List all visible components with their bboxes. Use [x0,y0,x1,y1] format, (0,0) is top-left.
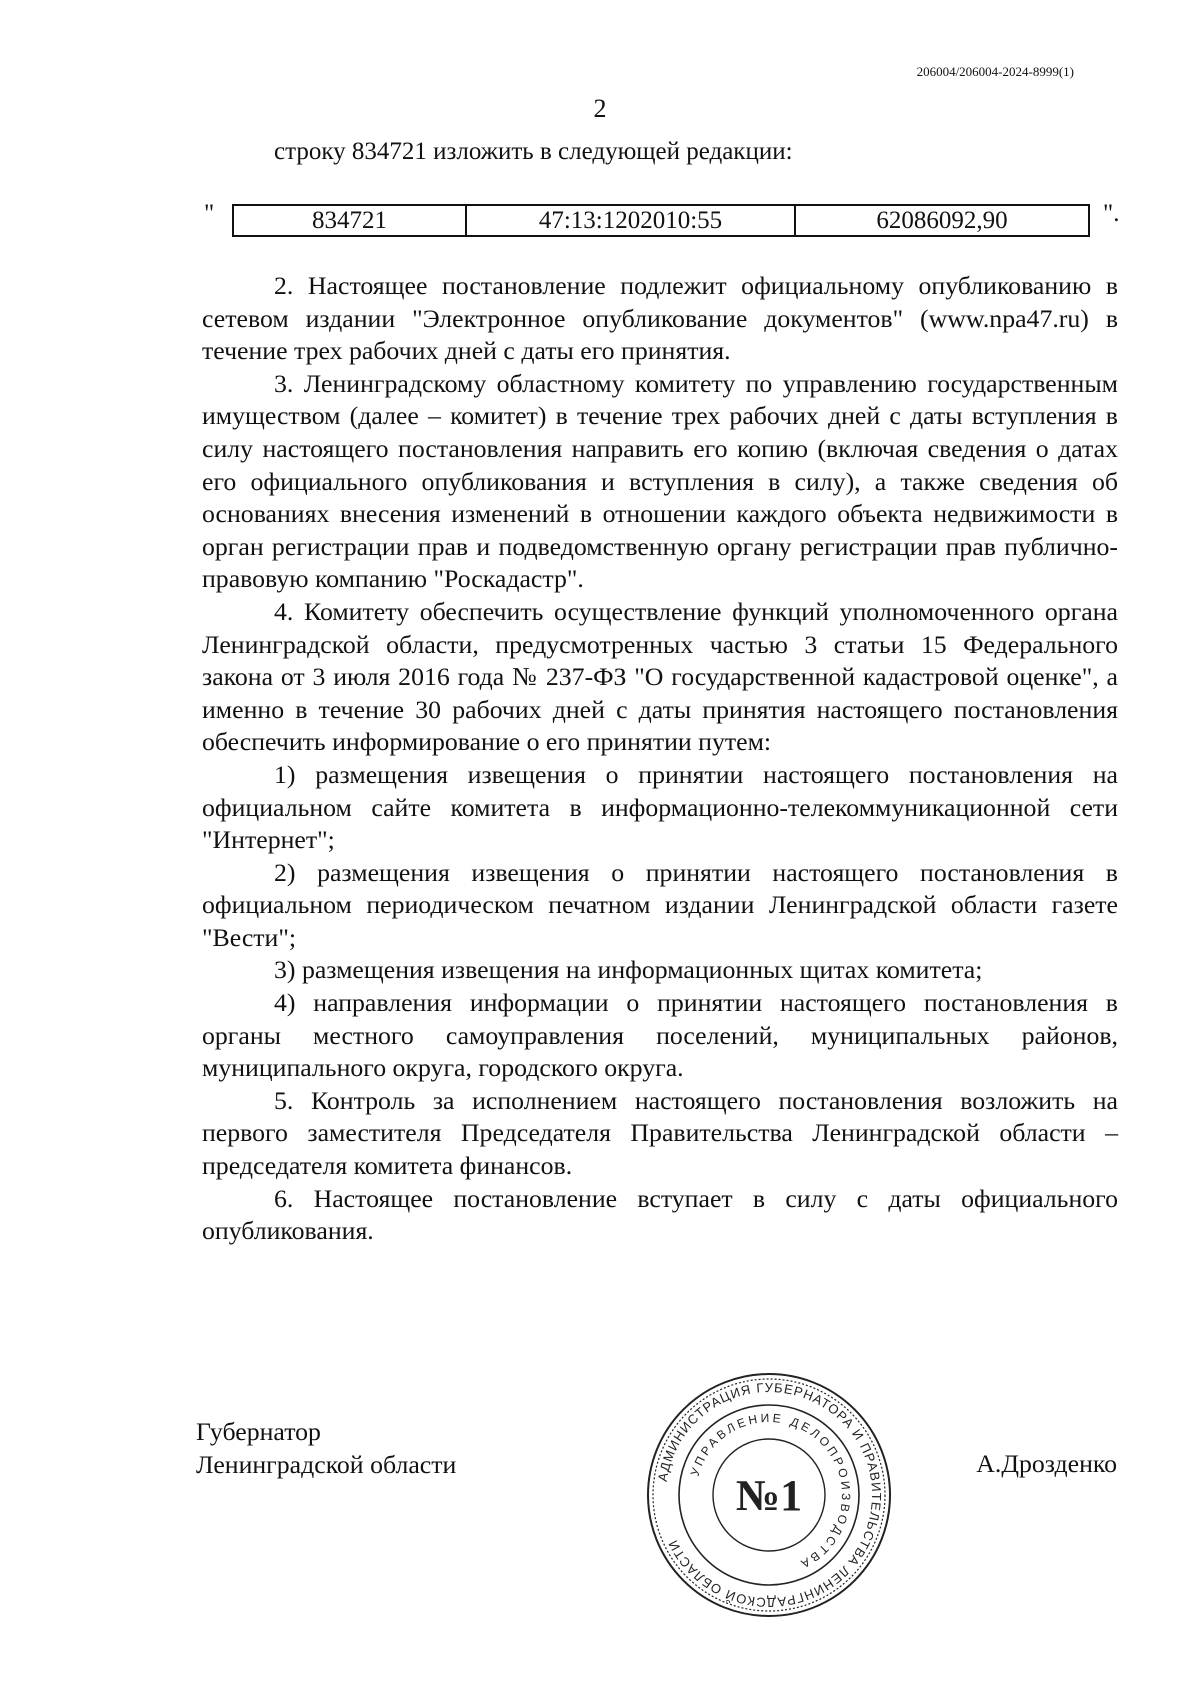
table-quote-close: ". [1103,200,1120,227]
paragraph-2: 2. Настоящее постановление подлежит официальному опубликованию в сетевом издании "Электронное опубликование документов" (www.npa47.ru) в течение трех рабочих дней с даты его принятия. [202,271,1118,366]
seal-inner-text: УПРАВЛЕНИЕ ДЕЛОПРОИЗВОДСТВА [687,1410,854,1573]
table-row [233,205,1089,236]
official-seal-stamp [644,1370,894,1620]
signatory-position [196,1416,456,1481]
paragraph-3: 3. Ленинградскому областному комитету по управлению государственным имуществом (далее – комитет) в течение трех рабочих дней с даты вступления в силу настоящего постановления направить его копию (включая сведения о датах его официального опубликования и вступления в силу), а также сведения об основаниях внесения изменений в отношении каждого объекта недвижимости в орган регистрации прав и подведомственную органу регистрации прав публично-правовую компанию "Роскадастр". [202,368,1118,594]
paragraph-6: 6. Настоящее постановление вступает в силу с даты официального опубликования. [202,1183,1118,1246]
page-number: 2 [593,94,607,123]
table-quote-open: " [204,200,215,227]
subparagraph-4: 4) направления информации о принятии настоящего постановления в органы местного самоуправления поселений, муниципальных районов, муниципального округа, городского округа. [202,988,1118,1083]
seal-outer-text: АДМИНИСТРАЦИЯ ГУБЕРНАТОРА И ПРАВИТЕЛЬСТВА ЛЕНИНГРАДСКОЙ ОБЛАСТИ [654,1379,885,1611]
seal-center-number: №1 [735,1471,803,1520]
subparagraph-2: 2) размещения извещения о принятии настоящего постановления в официальном периодическом печатном издании Ленинградской области газете "Вести"; [202,857,1118,952]
table-cell-row-number: 834721 [233,205,466,236]
paragraph-5: 5. Контроль за исполнением настоящего постановления возложить на первого заместителя Председателя Правительства Ленинградской области – председателя комитета финансов. [202,1085,1118,1181]
signatory-name: А.Дрозденко [976,1449,1117,1478]
subparagraph-1: 1) размещения извещения о принятии настоящего постановления на официальном сайте комитета в информационно-телекоммуникационной сети "Интернет"; [202,759,1118,855]
signatory-position-line2: Ленинградской области [196,1449,457,1479]
document-body [202,270,1118,1248]
signatory-position-line1: Губернатор [196,1417,321,1446]
table-cell-cadastral-value: 62086092,90 [795,205,1089,236]
table-cell-cadastral-number: 47:13:1202010:55 [466,205,795,236]
replacement-row-table [232,204,1090,237]
paragraph-4: 4. Комитету обеспечить осуществление функций уполномоченного органа Ленинградской области, предусмотренных частью 3 статьи 15 Федерального закона от 3 июля 2016 года № 237-ФЗ "О государственной кадастровой оценке", а именно в течение 30 рабочих дней с даты принятия настоящего постановления обеспечить информирование о его принятии путем: [202,596,1118,757]
intro-line: строку 834721 изложить в следующей редакции: [274,138,793,165]
document-id: 206004/206004-2024-8999(1) [916,64,1074,79]
subparagraph-3: 3) размещения извещения на информационных щитах комитета; [274,955,983,985]
